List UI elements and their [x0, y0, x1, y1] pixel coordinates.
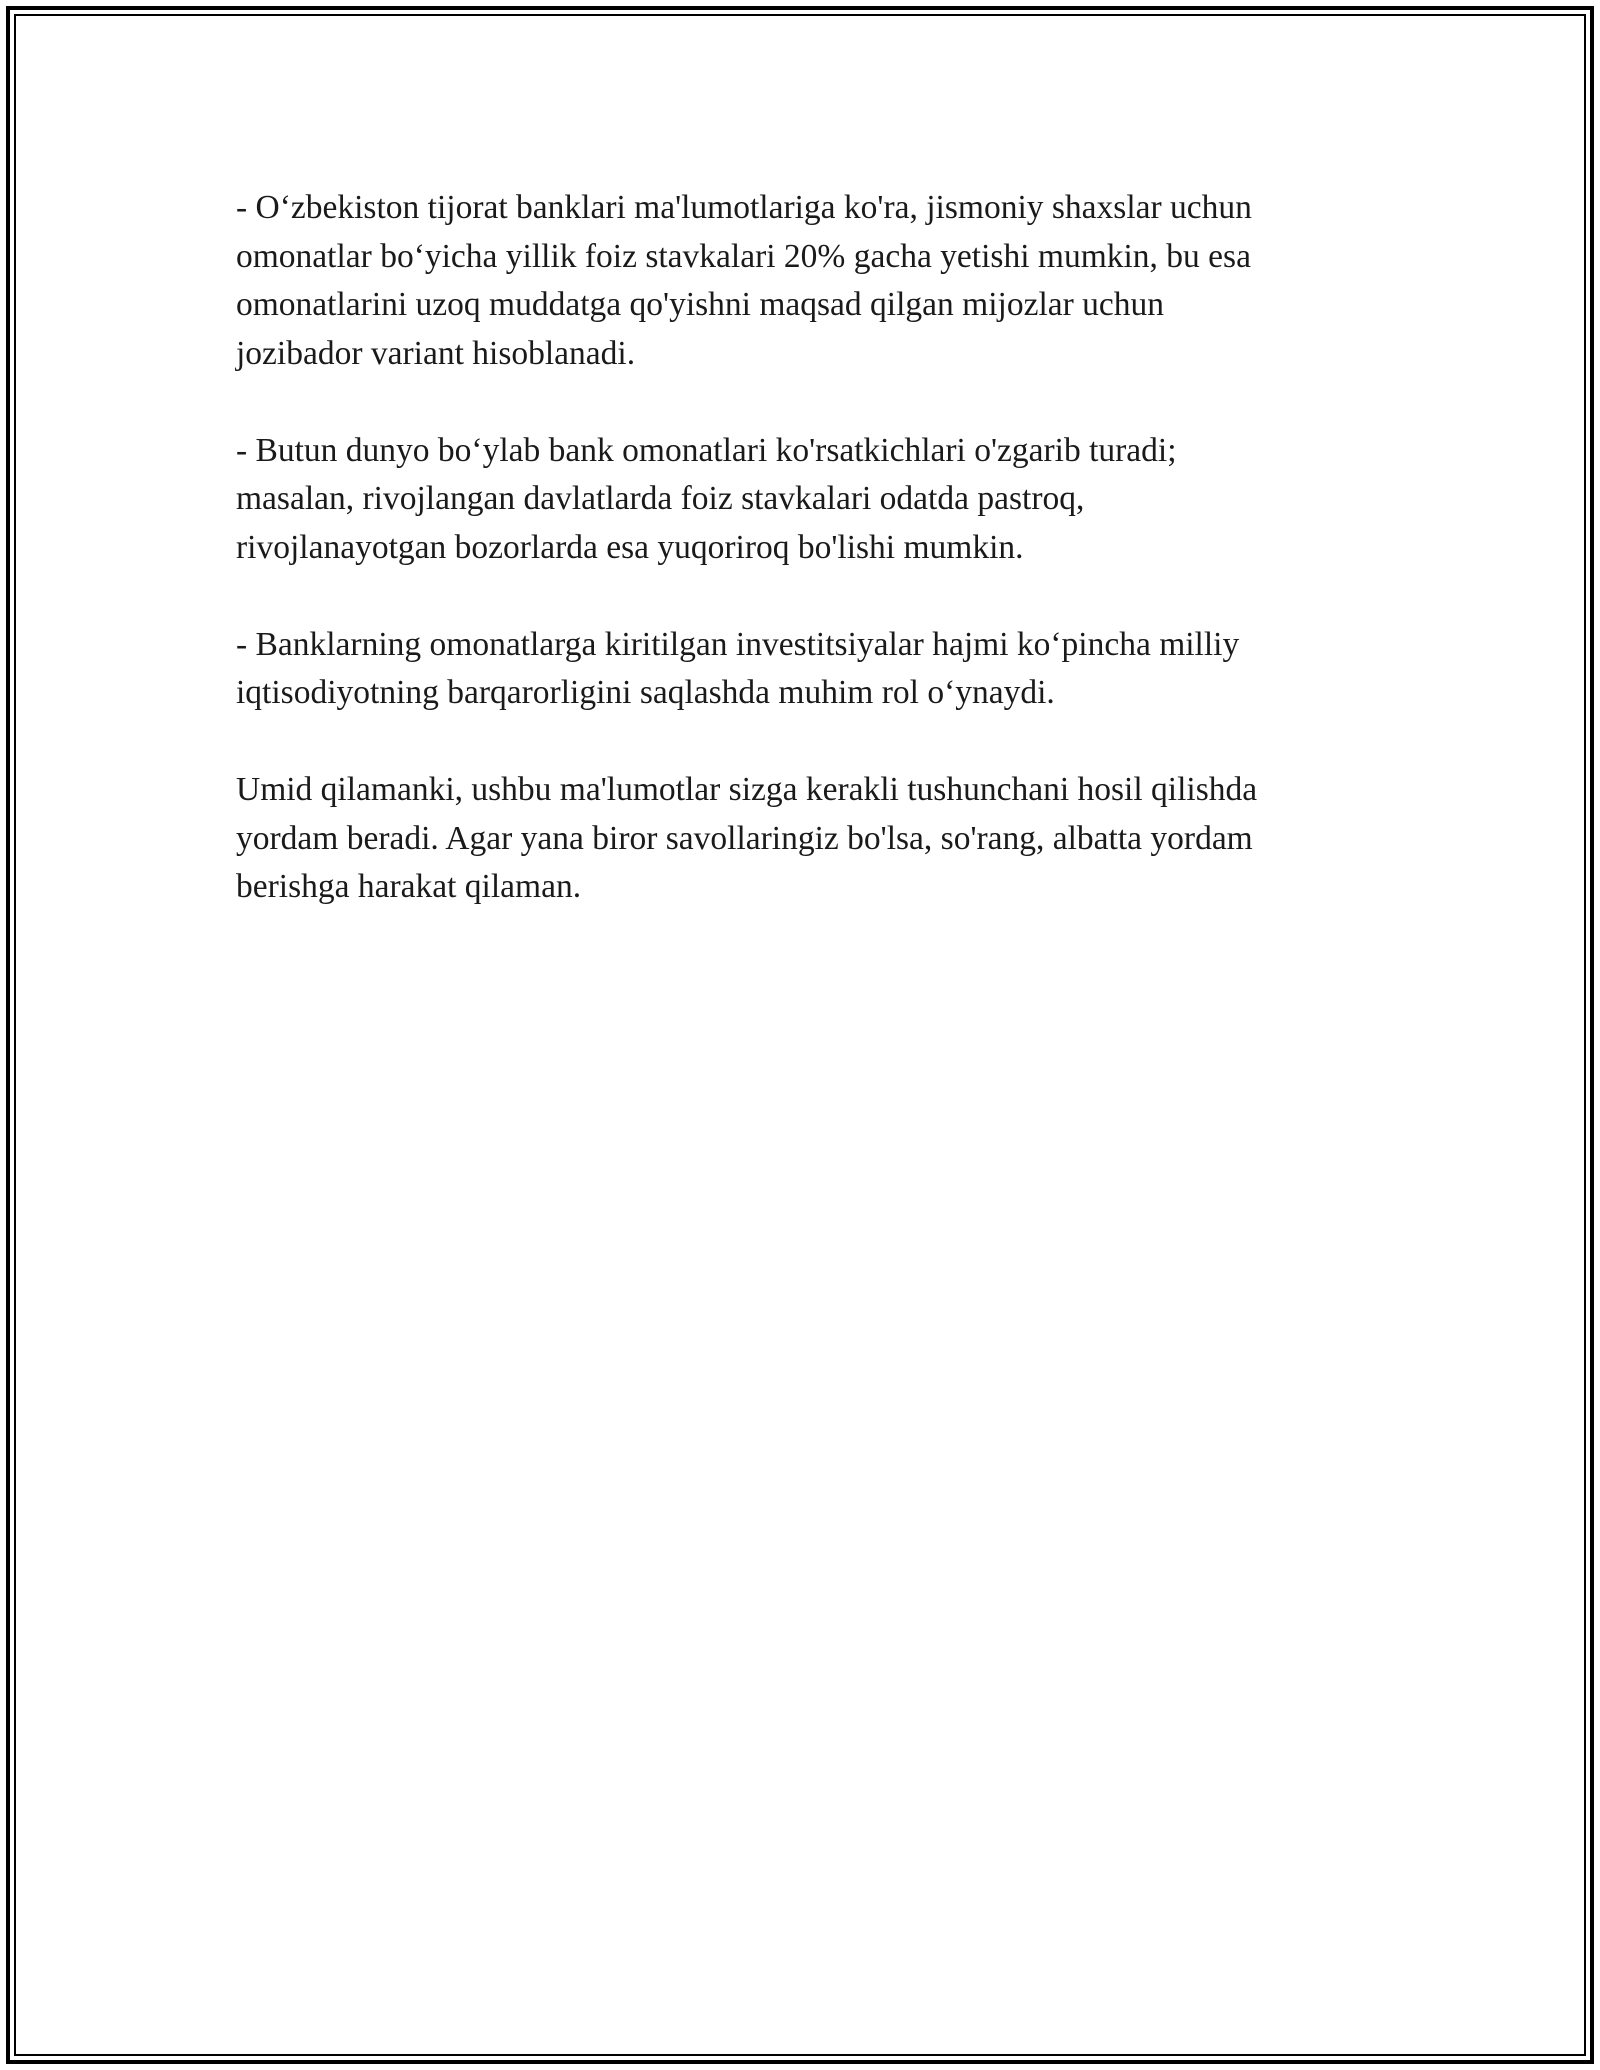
paragraph-bank-investments: - Banklarning omonatlarga kiritilgan investitsiyalar hajmi ko‘pincha milliy iqtisodiyotning barqarorligini saqlashda muhim rol o‘ynaydi.: [236, 625, 1240, 711]
paragraph-closing-remark: Umid qilamanki, ushbu ma'lumotlar sizga kerakli tushunchani hosil qilishda yordam beradi. Agar yana biror savollaringiz bo'lsa, so'rang, albatta yordam berishga harakat qilaman.: [236, 771, 1258, 905]
document-body: [236, 184, 1366, 912]
paragraph-global-deposit-rates: - Butun dunyo bo‘ylab bank omonatlari ko'rsatkichlari o'zgarib turadi; masalan, rivojlangan davlatlarda foiz stavkalari odatda pastroq, rivojlanayotgan bozorlarda esa yuqoriroq bo'lishi mumkin.: [236, 431, 1177, 566]
paragraph-deposit-rates-uzbekistan: - O‘zbekiston tijorat banklari ma'lumotlariga ko'ra, jismoniy shaxslar uchun omonatlar bo‘yicha yillik foiz stavkalari 20% gacha yetishi mumkin, bu esa omonatlarini uzoq muddatga qo'yishni maqsad qilgan mijozlar uchun jozibador variant hisoblanadi.: [236, 189, 1252, 372]
